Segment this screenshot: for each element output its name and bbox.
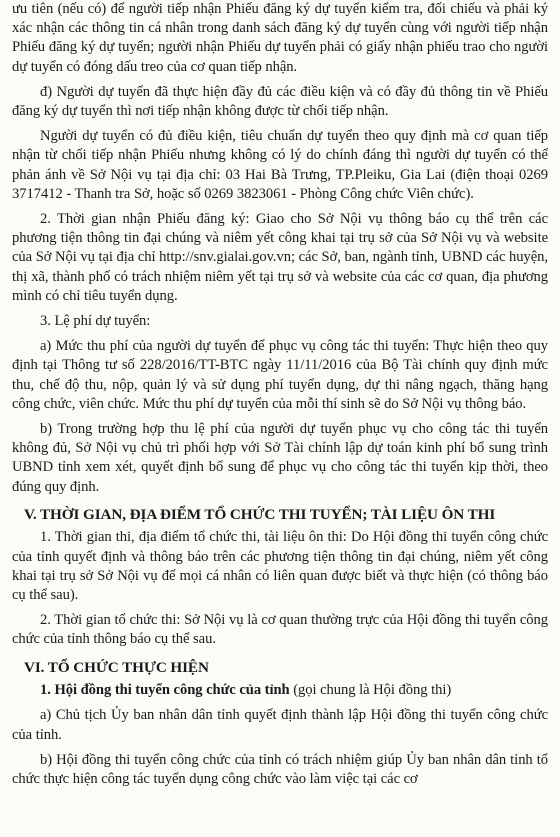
paragraph-fee-heading: 3. Lệ phí dự tuyển: <box>40 313 151 330</box>
section-heading-v: V. THỜI GIAN, ĐỊA ĐIỂM TỔ CHỨC THI TUYỂN; TÀI LIỆU ÔN THI <box>24 505 496 523</box>
paragraph-exam-place: 1. Thời gian thi, địa điểm tổ chức thi, tài liệu ôn thi: Do Hội đồng thi tuyển công chức của tỉnh quyết định và thông báo trên các phương tiện thông tin đại chúng, niêm yết công khai tại trụ sở Sở Nội vụ để mọi cá nhân có liên quan được biết và thực hiện (có thông báo cụ thể sau). <box>12 529 548 603</box>
paragraph-fee-a: a) Mức thu phí của người dự tuyển để phục vụ công tác thi tuyển: Thực hiện theo quy định tại Thông tư số 228/2016/TT-BTC ngày 11/11/2016 của Bộ Tài chính quy định mức thu, chế độ thu, nộp, quản lý và sử dụng phí tuyển dụng, dự thi nâng ngạch, thăng hạng công chức, viên chức. Mức thu phí dự tuyển của mỗi thí sinh sẽ do Sở Nội vụ thông báo. <box>12 338 548 412</box>
paragraph-fee-b: b) Trong trường hợp thu lệ phí của người dự tuyển phục vụ cho công tác thi tuyển không đủ, Sở Nội vụ chủ trì phối hợp với Sở Tài chính lập dự toán kinh phí bổ sung trình UBND tỉnh xem xét, quyết định bổ sung để phục vụ cho công tác thi tuyển kịp thời, theo đúng quy định. <box>12 421 548 495</box>
paragraph-council-b: b) Hội đồng thi tuyển công chức của tỉnh có trách nhiệm giúp Ủy ban nhân dân tỉnh tổ chức thực hiện công tác tuyển dụng công chức vào làm việc tại các cơ <box>12 751 548 787</box>
paragraph-continuation: ưu tiên (nếu có) để người tiếp nhận Phiếu đăng ký dự tuyển kiểm tra, đối chiếu và phải ký xác nhận các thông tin cá nhân trong danh sách đăng ký dự tuyển cùng với người tiếp nhận Phiếu đăng ký dự tuyển; người nhận Phiếu dự tuyển phải có giấy nhận phiếu trao cho người dự tuyển có đóng dấu treo của cơ quan tiếp nhận. <box>12 1 548 75</box>
paragraph-council-a: a) Chủ tịch Ủy ban nhân dân tỉnh quyết định thành lập Hội đồng thi tuyển công chức của tỉnh. <box>12 707 548 743</box>
council-title: 1. Hội đồng thi tuyển công chức của tỉnh <box>40 682 290 699</box>
paragraph-item-d: đ) Người dự tuyển đã thực hiện đầy đủ các điều kiện và có đầy đủ thông tin về Phiếu đăng ký dự tuyển thì nơi tiếp nhận không được từ chối tiếp nhận. <box>12 83 548 120</box>
paragraph-council <box>12 681 548 700</box>
paragraph-exam-time: 2. Thời gian tổ chức thi: Sở Nội vụ là cơ quan thường trực của Hội đồng thi tuyển công chức của tỉnh thông báo cụ thể sau. <box>12 612 548 648</box>
paragraph-complaint: Người dự tuyển có đủ điều kiện, tiêu chuẩn dự tuyển theo quy định mà cơ quan tiếp nhận từ chối tiếp nhận Phiếu nhưng không có lý do chính đáng thì người dự tuyển có thể phản ánh về Sở Nội vụ tại địa chỉ: 03 Hai Bà Trưng, TP.Pleiku, Gia Lai (điện thoại 0269 3717412 - Thanh tra Sở, hoặc số 0269 3823061 - Phòng Công chức Viên chức). <box>12 128 548 202</box>
council-note: (gọi chung là Hội đồng thi) <box>289 682 452 699</box>
section-heading-vi: VI. TỔ CHỨC THỰC HIỆN <box>24 658 209 676</box>
paragraph-receipt-time: 2. Thời gian nhận Phiếu đăng ký: Giao cho Sở Nội vụ thông báo cụ thể trên các phương tiện thông tin đại chúng và niêm yết công khai tại trụ sở của Sở Nội vụ và website của Sở Nội vụ tại địa chỉ http://snv.gialai.gov.vn; các Sở, ban, ngành tỉnh, UBND các huyện, thị xã, thành phố có trách nhiệm niêm yết tại trụ sở và website của các cơ quan, địa phương mình có chỉ tiêu tuyển dụng. <box>12 211 548 304</box>
